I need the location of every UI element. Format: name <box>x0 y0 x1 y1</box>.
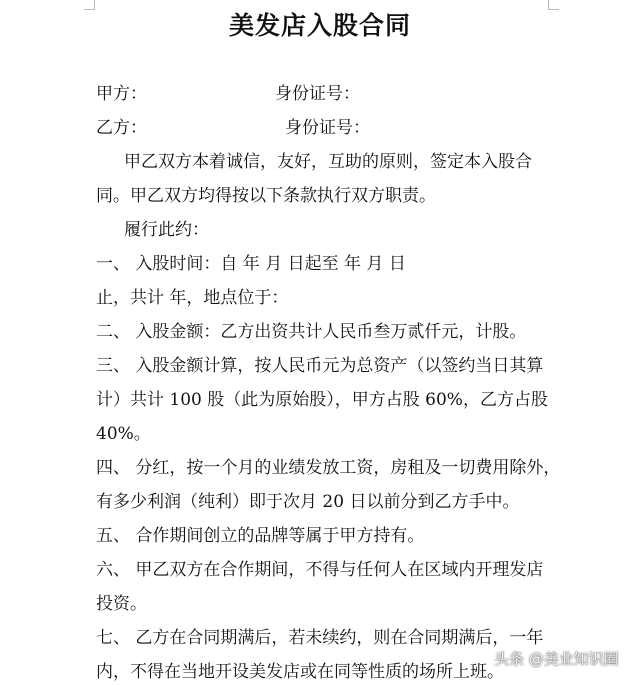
clause-3-line: 40%。 <box>96 424 151 444</box>
party-a-row <box>96 82 360 106</box>
party-a-label: 甲方： <box>96 84 147 104</box>
party-b-row <box>96 116 370 140</box>
clause-1-line: 止，共计 年，地点位于： <box>96 288 289 308</box>
clause-5-line: 五、 合作期间创立的品牌等属于甲方持有。 <box>96 526 425 546</box>
clause-1-line: 一、 入股时间：自 年 月 日起至 年 月 日 <box>96 254 406 274</box>
paragraph-line: 甲乙双方本着诚信，友好，互助的原则，签定本入股合 <box>124 152 532 172</box>
clause-3-line: 计）共计 100 股（此为原始股），甲方占股 60%，乙方占股 <box>96 390 548 410</box>
clause-6-line: 六、 甲乙双方在合作期间，不得与任何人在区域内开理发店 <box>96 560 544 580</box>
party-b-id-label: 身份证号： <box>285 118 370 138</box>
source-watermark: 头条 @美业知识圈 <box>494 650 619 668</box>
clause-6-line: 投资。 <box>96 594 147 614</box>
party-a-id-label: 身份证号： <box>275 84 360 104</box>
paragraph-line: 同。甲乙双方均得按以下条款执行双方职责。 <box>96 186 436 206</box>
clause-4-line: 四、 分红，按一个月的业绩发放工资，房租及一切费用除外， <box>96 458 561 478</box>
paragraph-line: 履行此约： <box>124 220 209 240</box>
clause-2-line: 二、 入股金额：乙方出资共计人民币叁万贰仟元，计股。 <box>96 322 527 342</box>
clause-4-line: 有多少利润（纯利）即于次月 20 日以前分到乙方手中。 <box>96 492 520 512</box>
party-b-label: 乙方： <box>96 118 147 138</box>
clause-7-line: 七、 乙方在合同期满后，若未续约，则在合同期满后，一年 <box>96 628 544 648</box>
document-title: 美发店入股合同 <box>228 11 411 40</box>
clause-7-line: 内，不得在当地开设美发店或在同等性质的场所上班。 <box>96 662 504 682</box>
clause-3-line: 三、 入股金额计算，按人民币元为总资产（以签约当日其算 <box>96 356 544 376</box>
